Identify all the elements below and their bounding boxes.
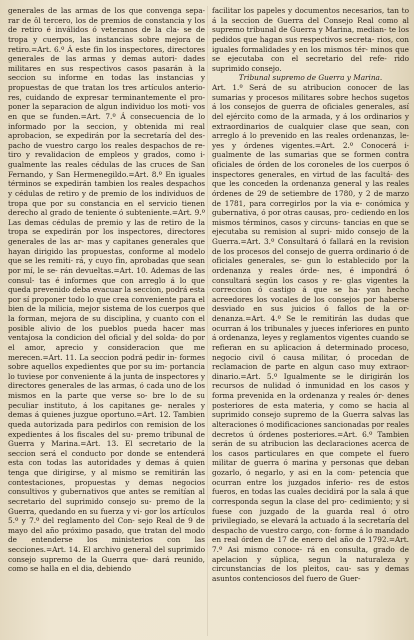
left-column <box>8 6 205 636</box>
right-paragraph-articles: Art. 1.º Será de su atribucion conocer de las sumarias y procesos militares sobre hechos sugetos á los consejos de guerra de oficiales generales, así del ejército como de la armada, y á los ordinarios y extraordinarios de cualquier clase que sean, con arreglo á lo prevenido en las reales ordenanzas, le- yes y órdenes vigentes.=Art. 2.º Conocerá i- gualmente de las sumarias que se formen contra oficiales de órden de los coroneles de los cuerpos ó inspectores generales, en virtud de las facultá- des que les conceden la ordenanza general y las reales órdenes de 29 de setiembre de 1780, y 2 de marzo de 1781, para corregirlos por la via e- conómica y gubernativa, ó por otras causas, pro- cediendo en los mismos términos, casos y circuns- tancias en que se ejecutaba su remision al supri- mido consejo de la Guerra.=Art. 3.º Consultará ó fallará en la revision de los procesos del consejo de guerra ordinario ó de oficiales generales, se- gun lo establecido por la ordenanza y reales órde- nes, é impondrá ó consultará según los casos y re- glas vigentes la correccion ó castigo á que se ha- yan hecho acreedores los vocales de los consejos por haberse desviado en sus juicios ó fallos de la or- denanza.=Art. 4.º Se le remitirán las dudas que ocurran á los tribunales y jueces inferiores en punto á ordenanza, leyes y reglamentos vigentes cuando se refieran en su aplicacion á determinado proceso, negocio civil ó causa militar, ó procedan de reclamacion de parte en algun caso muy extraor- dinario.=Art. 5.º Igualmente se le dirigirán los recursos de nulidad ó inmunidad en los casos y forma prevenida en la ordenanza y reales ór- denes posteriores de esta materia, y como se hacia al suprimido consejo supremo de la Guerra salvas las alteraciones ó modificaciones sancionadas por reales decretos ú órdenes posteriores.=Art. 6.º Tambien serán de su atribucion las declaraciones acerca de los casos particulares en que compete el fuero militar de guerra ó marina y personas que deban gozarlo, ó negarlo, y asi en la com- petencia que ocurran entre los juzgados inferio- res de estos fueros, en todas las cuales decidirá por la sala á que corresponda segun la clase del pro- cedimiento; y si fuese con juzgado de la guarda real ó otro privilegiado, se elevará la actuado á la secretaría del despacho de vuestro cargo, con- forme á lo mandado en real órden de 17 de enero del año de 1792.=Art. 7.º Asi mismo conoce- rá en consulta, grado de apelacion y súplica, segun la naturaleza y circunstancias de los pleitos, cau- sas y demas asuntos contenciosos del fuero de Guer- <box>212 83 409 583</box>
column-gutter <box>207 6 208 636</box>
left-paragraph: generales de las armas de los que convenga sepa- rar de ôl tercero, los de premios de constancia y los de retiro é inválidos ó veteranos de la cla- se de tropa y cuerpos, las instancias sobre mejora de retiro.=Art. 6.º Á este fin los inspectores, directores generales de las armas y demas autori- dades militares en sus respectivos casos pasarán à la seccion su informe en todas las instancias y propuestas de que tratan los tres artículos anterio- res, cuidando de expresar terminantemente el pro- poner la separacion de algun individuo los moti- vos en que se funden.=Art. 7.º Á consecuencia de lo informado por la seccion, y obtenida mi real aprobacion, se expedirán por la secretaría del des- pacho de vuestro cargo los reales despachos de re- tiro y revalidacion de empleos y grados, como i- gualmente las reales cédulas de las cruces de San Fernando, y San Hermenegildo.=Art. 8.º En iguales términos se expedirán tambien los reales despachos y cédulas de retiro y de premio de los individuos de tropa que por su constancia en el servicio tienen derecho al grado de teniente ó subteniente.=Art. 9.º Las demas cédulas de premio y las de retiro de la tropa se expedirán por los inspectores, directores generales de las ar- mas y capitanes generales que hayan dirigido las propuestas, conforme al modelo que se les remiti- rá, y cuyo fin, aprobadas que sean por mí, le se- rán devueltas.=Art. 10. Ademas de las consul- tas é informes que con arreglo á lo que queda prevenido deba evacuar la seccion, podrá esta por sí proponer todo lo que crea conveniente para el bien de la milicia, mejor sistema de los cuerpos que la forman, mejora de su disciplina, y cuanto con el posible alivio de los pueblos pueda hacer mas ventajosa la condicion del oficial y del solda- do por el amor, aprecio y consideracion que me merecen.=Art. 11. La seccion podrá pedir in- formes sobre aquellos expedientes que por su im- portancia lo tuviese por conveniente á la junta de inspectores y directores generales de las armas, ó cada uno de los mismos en la parte que verse so- bre lo de su peculiar instituto, á los capitanes ge- nerales y demas á quienes juzgue oportuno.=Art. 12. Tambien queda autorizada para pedirlos con remision de los expedientes á los fiscales del su- premo tribunal de Guerra y Marina.=Art. 13. El secretario de la seccion será el conducto por donde se entenderá esta con todas las autoridades y demas á quien tenga que dirigirse, y al mismo se remitirán las contestaciones, propuestas y demas negocios consultivos y gubernativos que antes se remitían al secretario del suprimido consejo su- premo de la Guerra, quedando en su fuerza y vi- gor los artículos 5.º y 7.º del reglamento del Con- sejo Real de 9 de mayo del año próximo pasado, que tratan del modo de entenderse los ministerios con las secciones.=Art. 14. El archivo general del suprimido consejo supremo de la Guerra que- dará reunido, como se halla en el dia, debiendo <box>8 6 205 574</box>
section-heading: Tribunal supremo de Guerra y Marina. <box>238 73 383 83</box>
right-paragraph-intro: facilitar los papeles y documentos necesarios, tan to á la seccion de Guerra del Consejo Real como al supremo tribunal de Guerra y Marina, median- te los pedidos que hagan sus respectivos secreta- rios, con iguales formalidades y en los mismos tér- minos que se ejecutaba con el secretario del refe- rido suprimido consejo. <box>212 6 409 73</box>
right-column <box>212 6 409 636</box>
